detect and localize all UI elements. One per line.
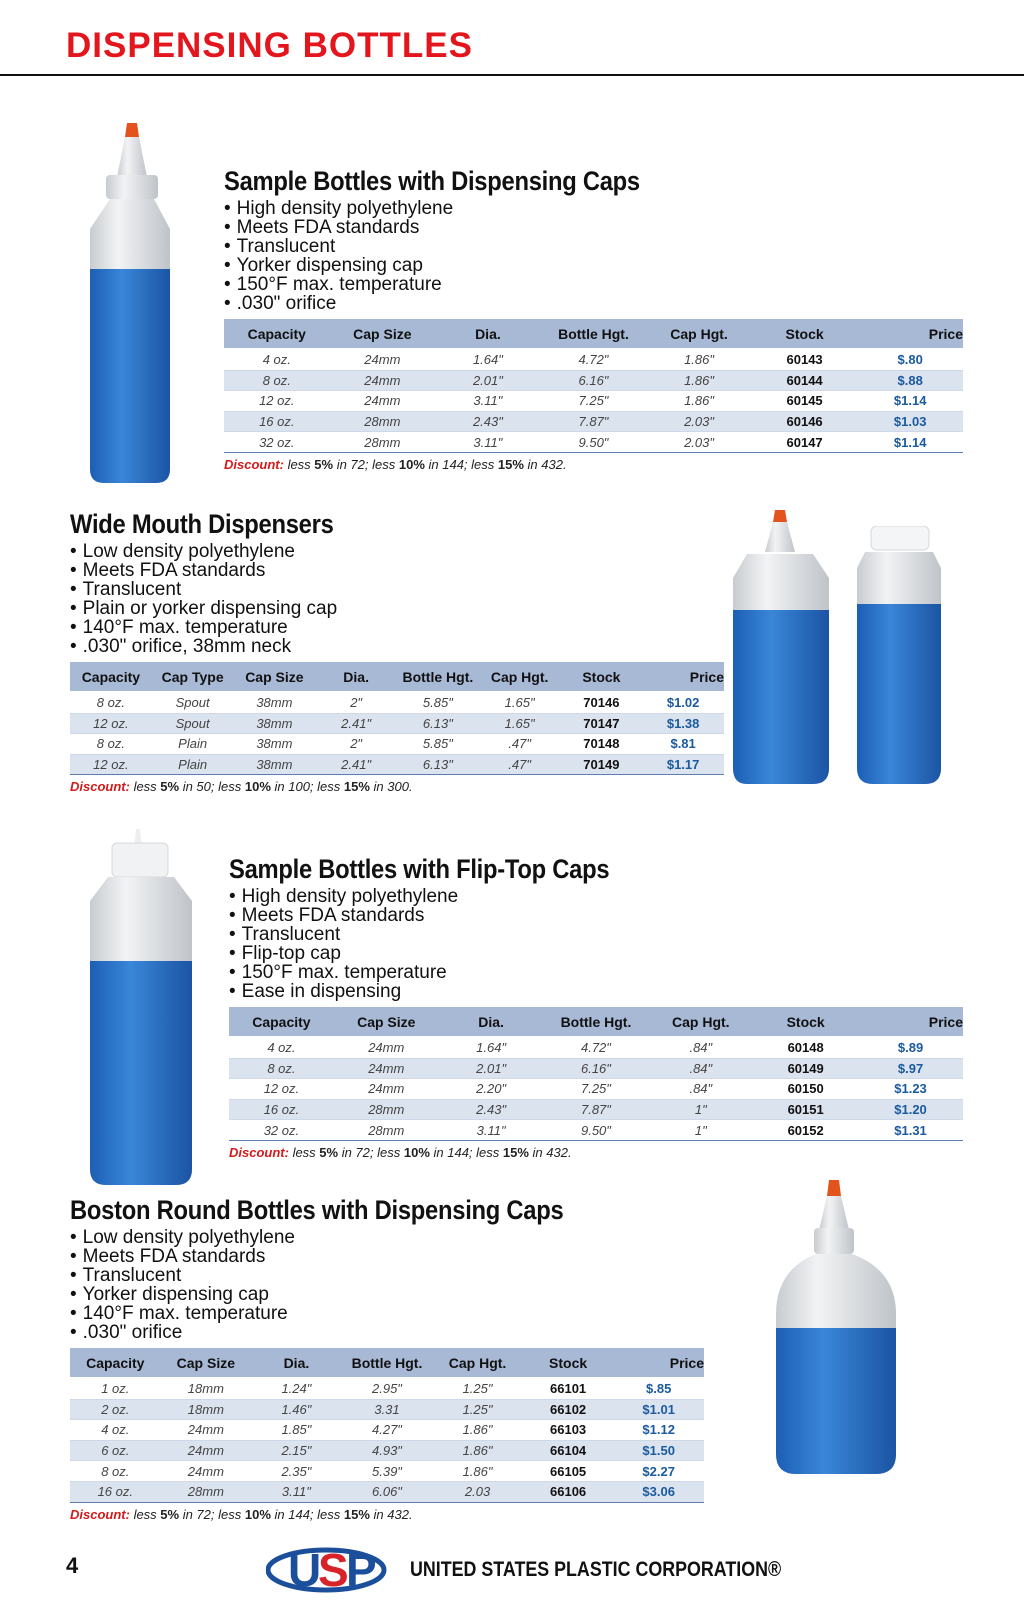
table-cell: 24mm: [334, 1058, 439, 1079]
table-row: [70, 1461, 704, 1482]
svg-text:U: U: [288, 1544, 318, 1596]
table-cell: 7.87": [541, 411, 647, 432]
discount-note: [70, 779, 724, 794]
table-cell: 32 oz.: [229, 1120, 334, 1141]
table-cell: 1.25": [432, 1399, 523, 1420]
table-cell: 1": [648, 1099, 753, 1120]
feature-item: • Flip-top cap: [229, 944, 963, 963]
table-cell: $1.31: [858, 1120, 963, 1141]
feature-item: • 150°F max. temperature: [229, 963, 963, 982]
table-cell: 66104: [523, 1440, 614, 1461]
boston-round-bottle-image: [772, 1180, 900, 1476]
column-header: Bottle Hgt.: [342, 1348, 433, 1378]
table-cell: 8 oz.: [229, 1058, 334, 1079]
feature-list: [229, 887, 963, 1001]
table-row: [70, 1399, 704, 1420]
column-header: Dia.: [251, 1348, 342, 1378]
column-header: Dia.: [315, 662, 397, 692]
discount-text: 10%: [244, 779, 271, 795]
table-cell: 4.72": [544, 1037, 649, 1058]
feature-item: • High density polyethylene: [224, 199, 963, 218]
table-cell: $1.14: [857, 391, 963, 412]
table-cell: 24mm: [161, 1420, 252, 1441]
table-cell: 1.64": [439, 1037, 544, 1058]
table-cell: 3.11": [435, 432, 541, 453]
table-cell: 1.86": [646, 349, 752, 370]
table-cell: 2.03: [432, 1481, 523, 1502]
spec-table: [70, 1348, 704, 1503]
table-header-row: [229, 1007, 963, 1037]
table-cell: Plain: [152, 734, 234, 755]
table-cell: 1.25": [432, 1378, 523, 1399]
table-cell: 16 oz.: [229, 1099, 334, 1120]
column-header: Cap Size: [334, 1007, 439, 1037]
table-cell: 4.93": [342, 1440, 433, 1461]
table-cell: 1.86": [646, 391, 752, 412]
feature-item: • 150°F max. temperature: [224, 275, 963, 294]
table-header-row: [70, 1348, 704, 1378]
table-cell: 5.39": [342, 1461, 433, 1482]
discount-text: in 144; less: [429, 1144, 503, 1160]
discount-text: 5%: [160, 1506, 180, 1522]
table-row: [229, 1037, 963, 1058]
table-cell: 12 oz.: [229, 1079, 334, 1100]
feature-list: [70, 1228, 704, 1342]
table-cell: 2": [315, 692, 397, 713]
discount-note: [70, 1507, 704, 1522]
section-title: Sample Bottles with Flip-Top Caps: [229, 854, 610, 884]
svg-text:S: S: [318, 1544, 345, 1596]
table-cell: 60152: [753, 1120, 858, 1141]
table-cell: 3.11": [251, 1481, 342, 1502]
section-title: Boston Round Bottles with Dispensing Caps: [70, 1195, 564, 1225]
discount-note: [224, 457, 963, 472]
column-header: Cap Hgt.: [648, 1007, 753, 1037]
table-cell: 5.85": [397, 692, 479, 713]
table-row: [224, 349, 963, 370]
wide-mouth-plain-bottle-image: [855, 526, 943, 788]
table-cell: 28mm: [334, 1120, 439, 1141]
usp-logo: [266, 1538, 388, 1600]
table-cell: Spout: [152, 692, 234, 713]
table-cell: 2.41": [315, 713, 397, 734]
feature-item: • .030" orifice: [70, 1323, 704, 1342]
table-cell: 4.27": [342, 1420, 433, 1441]
table-cell: 1.86": [432, 1440, 523, 1461]
discount-text: less: [129, 779, 161, 795]
table-cell: 18mm: [161, 1399, 252, 1420]
column-header: Cap Hgt.: [479, 662, 561, 692]
discount-text: in 300.: [369, 779, 413, 795]
table-cell: $1.03: [857, 411, 963, 432]
feature-item: • Meets FDA standards: [70, 1247, 704, 1266]
table-cell: 3.11": [439, 1120, 544, 1141]
table-cell: 16 oz.: [70, 1481, 161, 1502]
table-cell: 1.46": [251, 1399, 342, 1420]
column-header: Capacity: [70, 1348, 161, 1378]
feature-item: • High density polyethylene: [229, 887, 963, 906]
table-cell: 38mm: [234, 692, 316, 713]
table-cell: .47": [479, 754, 561, 775]
discount-text: 5%: [319, 1144, 339, 1160]
spec-table: [229, 1007, 963, 1141]
discount-text: 15%: [343, 1506, 370, 1522]
table-row: [70, 1378, 704, 1399]
column-header: Capacity: [224, 319, 330, 349]
column-header: Capacity: [229, 1007, 334, 1037]
column-header: Bottle Hgt.: [541, 319, 647, 349]
table-cell: 4 oz.: [70, 1420, 161, 1441]
table-cell: 1": [648, 1120, 753, 1141]
table-cell: $2.27: [613, 1461, 704, 1482]
discount-text: in 100; less: [270, 779, 344, 795]
table-cell: 60145: [752, 391, 858, 412]
table-cell: 1 oz.: [70, 1378, 161, 1399]
table-cell: $3.06: [613, 1481, 704, 1502]
table-cell: $1.01: [613, 1399, 704, 1420]
discount-label: Discount:: [229, 1144, 289, 1160]
table-row: [224, 411, 963, 432]
table-cell: 5.85": [397, 734, 479, 755]
table-cell: 2.03": [646, 411, 752, 432]
table-cell: 28mm: [161, 1481, 252, 1502]
discount-text: in 50; less: [179, 779, 245, 795]
table-cell: 12 oz.: [70, 713, 152, 734]
section-boston-round-bottles: [70, 1195, 704, 1522]
table-cell: 24mm: [161, 1440, 252, 1461]
spec-table: [224, 319, 963, 453]
feature-item: • .030" orifice: [224, 294, 963, 313]
table-row: [70, 754, 724, 775]
discount-text: 15%: [343, 779, 370, 795]
column-header: Stock: [752, 319, 858, 349]
discount-text: 15%: [502, 1144, 529, 1160]
section-title: Wide Mouth Dispensers: [70, 509, 334, 539]
table-cell: 60147: [752, 432, 858, 453]
table-cell: 2.03": [646, 432, 752, 453]
table-cell: 8 oz.: [224, 370, 330, 391]
table-cell: 2.20": [439, 1079, 544, 1100]
table-row: [229, 1058, 963, 1079]
table-row: [70, 1440, 704, 1461]
table-cell: 2.95": [342, 1378, 433, 1399]
table-cell: 12 oz.: [224, 391, 330, 412]
feature-item: • Translucent: [224, 237, 963, 256]
table-cell: $1.50: [613, 1440, 704, 1461]
table-cell: 2.15": [251, 1440, 342, 1461]
feature-list: [70, 542, 724, 656]
table-cell: 4 oz.: [224, 349, 330, 370]
table-cell: 66101: [523, 1378, 614, 1399]
table-row: [229, 1120, 963, 1141]
table-cell: 7.87": [544, 1099, 649, 1120]
column-header: Price: [857, 319, 963, 349]
table-cell: 60146: [752, 411, 858, 432]
feature-list: [224, 199, 963, 313]
discount-text: 10%: [398, 456, 425, 472]
feature-item: • 140°F max. temperature: [70, 618, 724, 637]
table-cell: 4.72": [541, 349, 647, 370]
table-cell: 1.65": [479, 692, 561, 713]
feature-item: • Translucent: [70, 1266, 704, 1285]
table-row: [224, 370, 963, 391]
feature-item: • Yorker dispensing cap: [70, 1285, 704, 1304]
table-cell: 1.86": [646, 370, 752, 391]
table-cell: 60144: [752, 370, 858, 391]
discount-text: 15%: [497, 456, 524, 472]
table-cell: 70148: [561, 734, 643, 755]
dispensing-bottle-image: [80, 123, 200, 489]
discount-text: in 432.: [523, 456, 567, 472]
column-header: Cap Hgt.: [432, 1348, 523, 1378]
table-cell: 24mm: [330, 391, 436, 412]
page-title: DISPENSING BOTTLES: [66, 26, 473, 65]
feature-item: • Meets FDA standards: [224, 218, 963, 237]
feature-item: • Yorker dispensing cap: [224, 256, 963, 275]
table-cell: 6.16": [541, 370, 647, 391]
page-number: 4: [66, 1553, 79, 1578]
table-cell: 24mm: [334, 1037, 439, 1058]
header-divider: [0, 74, 1024, 76]
table-cell: 4 oz.: [229, 1037, 334, 1058]
column-header: Bottle Hgt.: [397, 662, 479, 692]
table-cell: 12 oz.: [70, 754, 152, 775]
table-cell: 2.43": [435, 411, 541, 432]
column-header: Capacity: [70, 662, 152, 692]
table-cell: 2 oz.: [70, 1399, 161, 1420]
table-cell: 2.43": [439, 1099, 544, 1120]
table-row: [70, 734, 724, 755]
table-row: [70, 1481, 704, 1502]
feature-item: • 140°F max. temperature: [70, 1304, 704, 1323]
table-cell: $.80: [857, 349, 963, 370]
table-cell: 66102: [523, 1399, 614, 1420]
table-cell: 28mm: [334, 1099, 439, 1120]
table-cell: $1.20: [858, 1099, 963, 1120]
table-cell: 2.35": [251, 1461, 342, 1482]
column-header: Cap Hgt.: [646, 319, 752, 349]
column-header: Price: [858, 1007, 963, 1037]
table-cell: 6 oz.: [70, 1440, 161, 1461]
discount-note: [229, 1145, 963, 1160]
column-header: Dia.: [435, 319, 541, 349]
table-cell: $.81: [642, 734, 724, 755]
table-cell: 70147: [561, 713, 643, 734]
table-cell: 2.41": [315, 754, 397, 775]
table-header-row: [224, 319, 963, 349]
feature-item: • .030" orifice, 38mm neck: [70, 637, 724, 656]
table-cell: 3.11": [435, 391, 541, 412]
table-cell: 1.24": [251, 1378, 342, 1399]
table-cell: 60148: [753, 1037, 858, 1058]
table-cell: 70146: [561, 692, 643, 713]
discount-text: in 144; less: [270, 1506, 344, 1522]
feature-item: • Low density polyethylene: [70, 542, 724, 561]
column-header: Bottle Hgt.: [544, 1007, 649, 1037]
column-header: Stock: [561, 662, 643, 692]
table-cell: $1.02: [642, 692, 724, 713]
table-cell: 2": [315, 734, 397, 755]
table-cell: 38mm: [234, 713, 316, 734]
column-header: Cap Size: [234, 662, 316, 692]
table-cell: 24mm: [161, 1461, 252, 1482]
table-cell: 18mm: [161, 1378, 252, 1399]
table-header-row: [70, 662, 724, 692]
table-cell: 3.31: [342, 1399, 433, 1420]
discount-text: 5%: [314, 456, 334, 472]
table-cell: 28mm: [330, 411, 436, 432]
column-header: Price: [642, 662, 724, 692]
section-title: Sample Bottles with Dispensing Caps: [224, 166, 640, 196]
feature-item: • Plain or yorker dispensing cap: [70, 599, 724, 618]
table-cell: Spout: [152, 713, 234, 734]
table-cell: 1.85": [251, 1420, 342, 1441]
column-header: Stock: [523, 1348, 614, 1378]
discount-text: 5%: [160, 779, 180, 795]
feature-item: • Meets FDA standards: [229, 906, 963, 925]
table-cell: .84": [648, 1037, 753, 1058]
feature-item: • Ease in dispensing: [229, 982, 963, 1001]
discount-text: 10%: [244, 1506, 271, 1522]
table-cell: 66106: [523, 1481, 614, 1502]
table-cell: 38mm: [234, 734, 316, 755]
table-cell: 24mm: [334, 1079, 439, 1100]
discount-text: in 432.: [369, 1506, 413, 1522]
table-cell: .47": [479, 734, 561, 755]
column-header: Cap Size: [330, 319, 436, 349]
table-cell: 8 oz.: [70, 692, 152, 713]
discount-text: in 72; less: [333, 456, 399, 472]
table-cell: 6.16": [544, 1058, 649, 1079]
table-cell: $.97: [858, 1058, 963, 1079]
table-cell: 60150: [753, 1079, 858, 1100]
table-cell: 66103: [523, 1420, 614, 1441]
corporation-name: UNITED STATES PLASTIC CORPORATION®: [410, 1558, 782, 1581]
discount-label: Discount:: [70, 779, 130, 795]
section-sample-bottles-dispensing: [224, 166, 963, 472]
discount-text: in 144; less: [424, 456, 498, 472]
table-cell: 28mm: [330, 432, 436, 453]
table-row: [70, 1420, 704, 1441]
svg-text:P: P: [346, 1544, 373, 1596]
table-cell: 6.13": [397, 754, 479, 775]
discount-text: less: [283, 456, 315, 472]
table-cell: 32 oz.: [224, 432, 330, 453]
table-cell: 1.86": [432, 1461, 523, 1482]
table-cell: 1.86": [432, 1420, 523, 1441]
table-cell: $1.23: [858, 1079, 963, 1100]
table-cell: 1.65": [479, 713, 561, 734]
table-cell: 60149: [753, 1058, 858, 1079]
wide-mouth-spout-bottle-image: [733, 510, 833, 788]
feature-item: • Translucent: [70, 580, 724, 599]
table-row: [224, 432, 963, 453]
table-cell: 70149: [561, 754, 643, 775]
feature-item: • Translucent: [229, 925, 963, 944]
section-flip-top-bottles: [229, 854, 963, 1160]
table-cell: 9.50": [541, 432, 647, 453]
discount-text: in 72; less: [179, 1506, 245, 1522]
column-header: Dia.: [439, 1007, 544, 1037]
discount-text: in 72; less: [338, 1144, 404, 1160]
table-row: [70, 713, 724, 734]
table-cell: .84": [648, 1058, 753, 1079]
table-cell: 60143: [752, 349, 858, 370]
table-cell: 6.06": [342, 1481, 433, 1502]
table-cell: 2.01": [439, 1058, 544, 1079]
table-cell: 16 oz.: [224, 411, 330, 432]
table-cell: 1.64": [435, 349, 541, 370]
table-cell: 9.50": [544, 1120, 649, 1141]
table-cell: 60151: [753, 1099, 858, 1120]
feature-item: • Meets FDA standards: [70, 561, 724, 580]
feature-item: • Low density polyethylene: [70, 1228, 704, 1247]
column-header: Price: [613, 1348, 704, 1378]
column-header: Cap Type: [152, 662, 234, 692]
table-row: [70, 692, 724, 713]
column-header: Cap Size: [161, 1348, 252, 1378]
table-cell: $1.17: [642, 754, 724, 775]
discount-label: Discount:: [224, 456, 284, 472]
table-row: [229, 1099, 963, 1120]
table-cell: 7.25": [541, 391, 647, 412]
table-cell: 2.01": [435, 370, 541, 391]
table-cell: 8 oz.: [70, 1461, 161, 1482]
table-row: [229, 1079, 963, 1100]
discount-label: Discount:: [70, 1506, 130, 1522]
column-header: Stock: [753, 1007, 858, 1037]
discount-text: less: [129, 1506, 161, 1522]
table-cell: 38mm: [234, 754, 316, 775]
table-cell: .84": [648, 1079, 753, 1100]
table-cell: 8 oz.: [70, 734, 152, 755]
table-cell: $.89: [858, 1037, 963, 1058]
table-cell: $.85: [613, 1378, 704, 1399]
discount-text: 10%: [403, 1144, 430, 1160]
spec-table: [70, 662, 724, 775]
table-cell: $1.14: [857, 432, 963, 453]
table-cell: 6.13": [397, 713, 479, 734]
table-cell: 24mm: [330, 370, 436, 391]
table-cell: $1.38: [642, 713, 724, 734]
table-cell: $1.12: [613, 1420, 704, 1441]
table-row: [224, 391, 963, 412]
table-cell: Plain: [152, 754, 234, 775]
table-cell: $.88: [857, 370, 963, 391]
discount-text: less: [288, 1144, 320, 1160]
discount-text: in 432.: [528, 1144, 572, 1160]
table-cell: 7.25": [544, 1079, 649, 1100]
table-cell: 24mm: [330, 349, 436, 370]
section-wide-mouth-dispensers: [70, 509, 724, 794]
table-cell: 66105: [523, 1461, 614, 1482]
flip-top-bottle-image: [86, 829, 198, 1187]
